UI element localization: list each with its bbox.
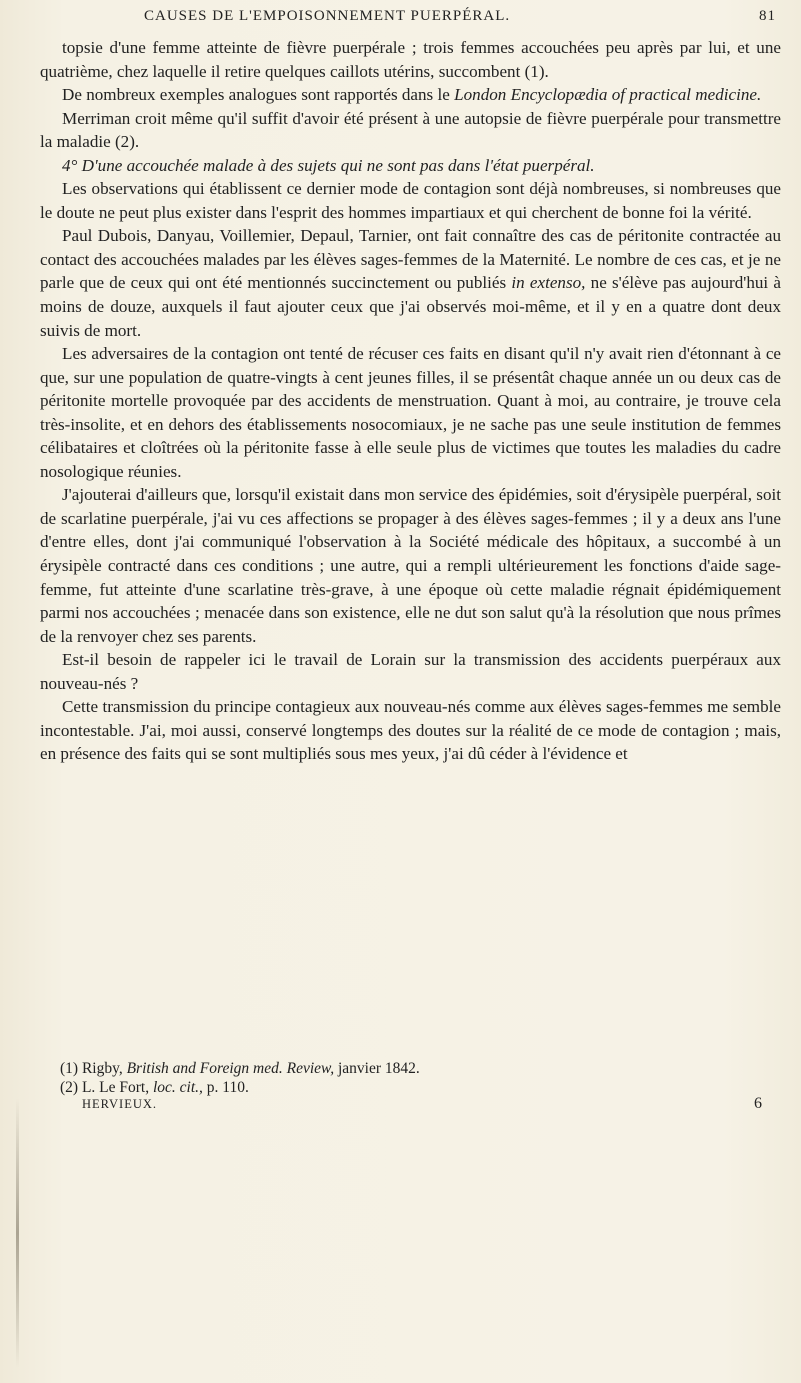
- running-header: [40, 6, 776, 30]
- text-run: British and Foreign med. Review,: [126, 1060, 335, 1077]
- text-run: Merriman croit même qu'il suffit d'avoir été présent à une autopsie de fièvre puerpérale pour transmettre la maladie (2).: [40, 108, 781, 152]
- paragraph: [40, 483, 781, 648]
- paragraph: [40, 224, 781, 342]
- text-run: loc. cit.,: [152, 1079, 203, 1096]
- text-run: De nombreux exemples analogues sont rapportés dans le: [62, 85, 455, 105]
- paragraph: [40, 695, 781, 766]
- text-run: (2) L. Le Fort,: [60, 1079, 153, 1096]
- paragraph: [40, 342, 781, 483]
- text-run: in extenso,: [511, 273, 586, 293]
- text-run: janvier 1842.: [334, 1060, 420, 1077]
- text-run: Les adversaires de la contagion ont tenté de récuser ces faits en disant qu'il n'y avait rien d'étonnant à ce que, sur une population de quatre-vingts à cent jeunes filles, il se présentât chaque année un ou deux cas de péritonite mortelle provoquée par des accidents de menstruation. Quant à moi, au contraire, je trouve cela très-insolite, et en dehors des établissements nosocomiaux, je ne sache pas une seule institution de femmes célibataires et cloîtrées où la péritonite fasse à elle seule plus de victimes que toutes les maladies du cadre nosologique réunies.: [40, 344, 781, 481]
- text-run: Paul Dubois, Danyau, Voillemier, Depaul, Tarnier, ont fait connaître des cas de péritonite contractée au contact des accouchées malades par les élèves sages-femmes de la Maternité. Le nombre de ces cas, et je ne parle que de ceux qui ont été mentionnés succinctement ou publiés: [40, 226, 781, 293]
- paragraph: [40, 177, 781, 224]
- text-run: J'ajouterai d'ailleurs que, lorsqu'il existait dans mon service des épidémies, soit d'érysipèle puerpéral, soit de scarlatine puerpérale, j'ai vu ces affections se propager à des élèves sages-femmes ; il y a deux ans l'une d'entre elles, dont j'ai communiqué l'observation à la Société médicale des hôpitaux, a succombé à un érysipèle contracté dans ces conditions ; une autre, qui a rempli ultérieurement les fonctions d'aide sage-femme, fut atteinte d'une scarlatine très-grave, à une époque où cette maladie régnait épidémiquement parmi nos accouchées ; menacée dans son existence, elle ne dut son salut qu'à la résolution que nous prîmes de la renvoyer chez ses parents.: [40, 485, 781, 646]
- text-run: topsie d'une femme atteinte de fièvre puerpérale ; trois femmes accouchées peu après par lui, et une quatrième, chez laquelle il retire quelques caillots utérins, succombent (1).: [40, 38, 781, 81]
- signature-line: [82, 1097, 762, 1112]
- footnote: [60, 1059, 760, 1078]
- page-number: 81: [759, 8, 776, 24]
- running-title: CAUSES DE L'EMPOISONNEMENT PUERPÉRAL.: [144, 8, 511, 24]
- paragraph: [40, 648, 781, 695]
- text-run: London Encyclopædia of practical medicine.: [454, 85, 762, 105]
- paragraph: [40, 107, 781, 154]
- paragraph: [40, 83, 781, 107]
- footnote: [60, 1078, 760, 1097]
- signature-name: HERVIEUX.: [82, 1097, 158, 1111]
- page-fold-shadow: [16, 1098, 19, 1368]
- signature-mark: 6: [754, 1095, 762, 1112]
- text-run: 4° D'une accouchée malade à des sujets qui ne sont pas dans l'état puerpéral.: [62, 155, 595, 175]
- text-run: (1) Rigby,: [60, 1060, 127, 1077]
- paragraph: [40, 154, 781, 178]
- text-run: ne s'élève pas aujourd'hui à moins de douze, auxquels il faut ajouter ceux que j'ai observés moi-même, et il y en a quatre dont deux suivis de mort.: [40, 273, 781, 340]
- footnotes: [60, 1059, 760, 1097]
- text-run: Les observations qui établissent ce dernier mode de contagion sont déjà nombreuses, si nombreuses que le doute ne peut plus exister dans l'esprit des hommes impartiaux et qui cherchent de bonne foi la vérité.: [40, 179, 781, 222]
- text-run: p. 110.: [202, 1079, 249, 1096]
- body-text: [40, 36, 781, 766]
- text-run: Cette transmission du principe contagieux aux nouveau-nés comme aux élèves sages-femmes me semble incontestable. J'ai, moi aussi, conservé longtemps des doutes sur la réalité de ce mode de contagion ; mais, en présence des faits qui se sont multipliés sous mes yeux, j'ai dû céder à l'évidence et: [40, 697, 781, 764]
- paragraph: [40, 36, 781, 83]
- text-run: Est-il besoin de rappeler ici le travail de Lorain sur la transmission des accidents puerpéraux aux nouveau-nés ?: [40, 650, 781, 693]
